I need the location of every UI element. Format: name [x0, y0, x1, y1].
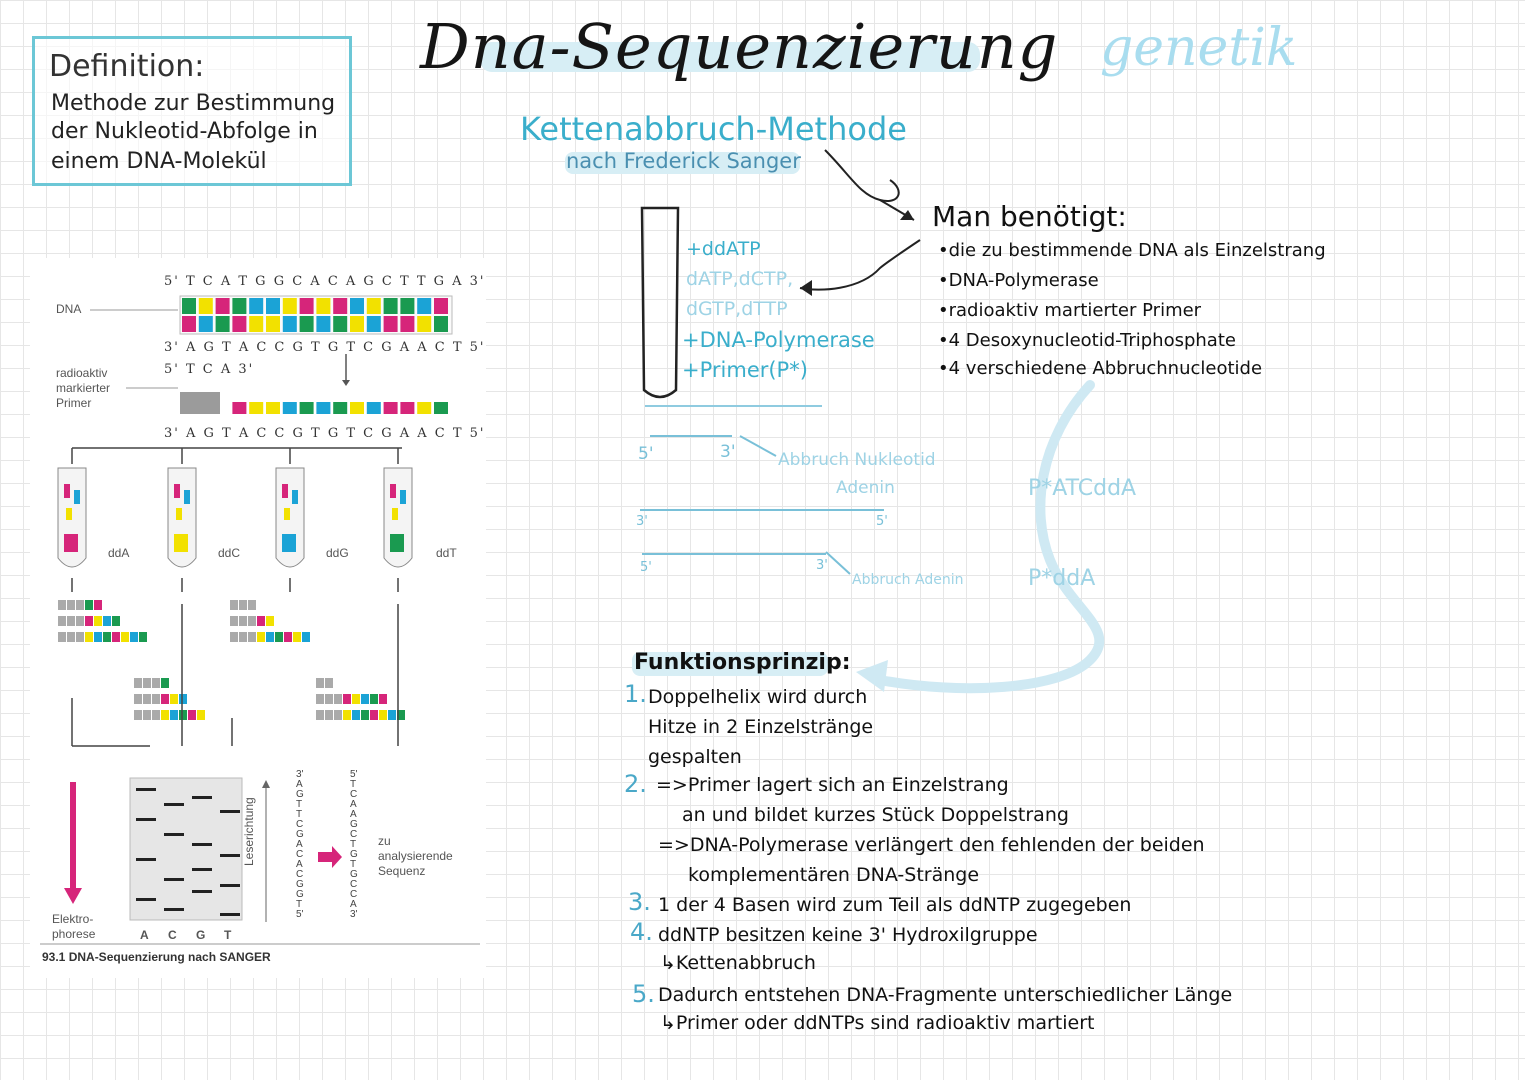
strand3-3prime: 3'	[816, 558, 828, 573]
step-3-number: 3.	[628, 888, 651, 916]
tube-label-dda: ddA	[108, 546, 130, 560]
result-seq-letter: C	[350, 789, 358, 800]
read-seq-letter: G	[296, 829, 304, 840]
funktionsprinzip-title: Funktionsprinzip:	[634, 650, 851, 675]
read-seq-letter: T	[296, 809, 303, 820]
step-1-number: 1.	[624, 680, 647, 708]
tube-datp-dctp: dATP,dCTP,	[686, 268, 794, 290]
read-seq-letter: 3'	[296, 769, 304, 780]
tube-dgtp-dttp: dGTP,dTTP	[686, 298, 788, 320]
result-seq-letter: G	[350, 819, 358, 830]
lane-a: A	[140, 928, 149, 942]
read-direction-label: Leserichtung	[242, 797, 256, 866]
result-seq-letter: C	[350, 879, 358, 890]
result-seq-letter: 3'	[350, 909, 358, 920]
abbruch-nukleotid-label: Abbruch Nukleotid	[778, 450, 936, 470]
result-seq-letter: A	[350, 899, 357, 910]
tube-label-ddc: ddC	[218, 546, 241, 560]
adenin-label: Adenin	[836, 478, 895, 498]
requirements-title: Man benötigt:	[932, 200, 1127, 233]
lane-t: T	[224, 928, 232, 942]
step-4-line-1: ddNTP besitzen keine 3' Hydroxilgruppe	[658, 924, 1038, 946]
tube-dna-polymerase: +DNA-Polymerase	[682, 328, 875, 352]
bottom-strand-seq-2: 3' A G T A C C G T G T C G A A C T 5'	[164, 426, 486, 441]
step-1-line-3: gespalten	[648, 746, 742, 768]
tube-label-ddt: ddT	[436, 546, 457, 560]
primer-label-2: markierter	[56, 381, 111, 395]
primer-label-3: Primer	[56, 396, 92, 410]
page-title: Dna-Sequenzierung	[420, 10, 1059, 83]
strand2-5prime: 5'	[876, 514, 888, 529]
method-heading: Kettenabbruch-Methode	[520, 110, 907, 148]
electro-label-1: Elektro-	[52, 912, 94, 926]
read-seq-letter: C	[296, 869, 304, 880]
definition-title: Definition:	[49, 49, 205, 84]
strand3-5prime: 5'	[640, 560, 652, 575]
primer-label-1: radioaktiv	[56, 366, 108, 380]
result-seq-letter: T	[350, 839, 357, 850]
strand1-3prime: 3'	[720, 442, 736, 462]
step-4-line-2: ↳Kettenabbruch	[660, 952, 816, 974]
abbruch-pointer-2	[826, 552, 850, 574]
result-seq-letter: T	[350, 859, 357, 870]
bottom-strand-seq: 3' A G T A C C G T G T C G A A C T 5'	[164, 340, 486, 355]
step-3-line-1: 1 der 4 Basen wird zum Teil als ddNTP zugegeben	[658, 894, 1132, 916]
subject-tag: genetik	[1100, 18, 1298, 78]
result-seq-letter: 5'	[350, 769, 358, 780]
definition-line-3: einem DNA-Molekül	[51, 149, 267, 174]
cycle-arrow	[880, 385, 1099, 688]
result-seq-letter: T	[350, 779, 357, 790]
step-1-line-1: Doppelhelix wird durch	[648, 686, 868, 708]
strand2-3prime: 3'	[636, 514, 648, 529]
requirement-item-2: •DNA-Polymerase	[938, 270, 1099, 291]
requirement-item-4: •4 Desoxynucleotid-Triphosphate	[938, 330, 1236, 351]
result-label-2: analysierende	[378, 849, 453, 863]
figure-caption: 93.1 DNA-Sequenzierung nach SANGER	[42, 950, 271, 964]
read-seq-letter: G	[296, 889, 304, 900]
strand1-5prime: 5'	[638, 444, 654, 464]
definition-line-1: Methode zur Bestimmung	[51, 91, 336, 116]
arrow-to-requirements-head	[900, 210, 914, 220]
arrow-to-requirements	[825, 150, 899, 201]
method-subtitle: nach Frederick Sanger	[566, 149, 801, 173]
read-seq-letter: A	[296, 859, 303, 870]
abbruch-pointer-1	[740, 436, 776, 456]
arrow-to-tube-head	[800, 280, 812, 296]
result-seq-letter: A	[350, 809, 357, 820]
result-seq-letter: G	[350, 869, 358, 880]
result-label-1: zu	[378, 834, 391, 848]
requirement-item-3: •radioaktiv martierter Primer	[938, 300, 1202, 321]
result-seq-letter: A	[350, 799, 357, 810]
read-seq-letter: G	[296, 879, 304, 890]
step-2-line-4: komplementären DNA-Stränge	[688, 864, 980, 886]
step-4-number: 4.	[630, 918, 653, 946]
step-5-line-1: Dadurch entstehen DNA-Fragmente unterschiedlicher Länge	[658, 984, 1233, 1006]
result-seq-letter: C	[350, 829, 358, 840]
tube-primer: +Primer(P*)	[682, 358, 808, 382]
top-strand-seq: 5' T C A T G G C A C A G C T T G A 3'	[164, 274, 486, 289]
primer-seq: 5' T C A 3'	[164, 362, 255, 377]
step-5-line-2: ↳Primer oder ddNTPs sind radioaktiv martiert	[660, 1012, 1095, 1034]
result-label-3: Sequenz	[378, 864, 426, 878]
read-seq-letter: T	[296, 899, 303, 910]
tube-ddatp: +ddATP	[686, 238, 761, 260]
step-1-line-2: Hitze in 2 Einzelstränge	[648, 716, 874, 738]
tube-label-ddg: ddG	[326, 546, 349, 560]
read-seq-letter: C	[296, 819, 304, 830]
requirement-item-1: •die zu bestimmende DNA als Einzelstrang	[938, 240, 1326, 261]
read-seq-letter: T	[296, 799, 303, 810]
dna-label: DNA	[56, 302, 82, 316]
arrow-to-tube	[800, 240, 920, 290]
read-seq-letter: A	[296, 839, 303, 850]
step-2-line-3: =>DNA-Polymerase verlängert den fehlenden der beiden	[658, 834, 1205, 856]
sequence-p-atcdda: P*ATCddA	[1028, 476, 1137, 501]
lane-c: C	[168, 928, 177, 942]
result-seq-letter: G	[350, 849, 358, 860]
step-5-number: 5.	[632, 980, 655, 1008]
lane-g: G	[196, 928, 206, 942]
step-2-line-2: an und bildet kurzes Stück Doppelstrang	[682, 804, 1069, 826]
electro-label-2: phorese	[52, 927, 96, 941]
step-2-number: 2.	[624, 770, 647, 798]
sequence-p-dda: P*ddA	[1028, 566, 1096, 591]
read-seq-letter: C	[296, 849, 304, 860]
read-seq-letter: G	[296, 789, 304, 800]
requirement-item-5: •4 verschiedene Abbruchnucleotide	[938, 358, 1263, 379]
step-2-line-1: =>Primer lagert sich an Einzelstrang	[656, 774, 1009, 796]
test-tube	[642, 208, 678, 397]
read-seq-letter: 5'	[296, 909, 304, 920]
result-seq-letter: C	[350, 889, 358, 900]
read-seq-letter: A	[296, 779, 303, 790]
abbruch-adenin-label: Abbruch Adenin	[852, 572, 964, 588]
definition-line-2: der Nukleotid-Abfolge in	[51, 119, 318, 144]
